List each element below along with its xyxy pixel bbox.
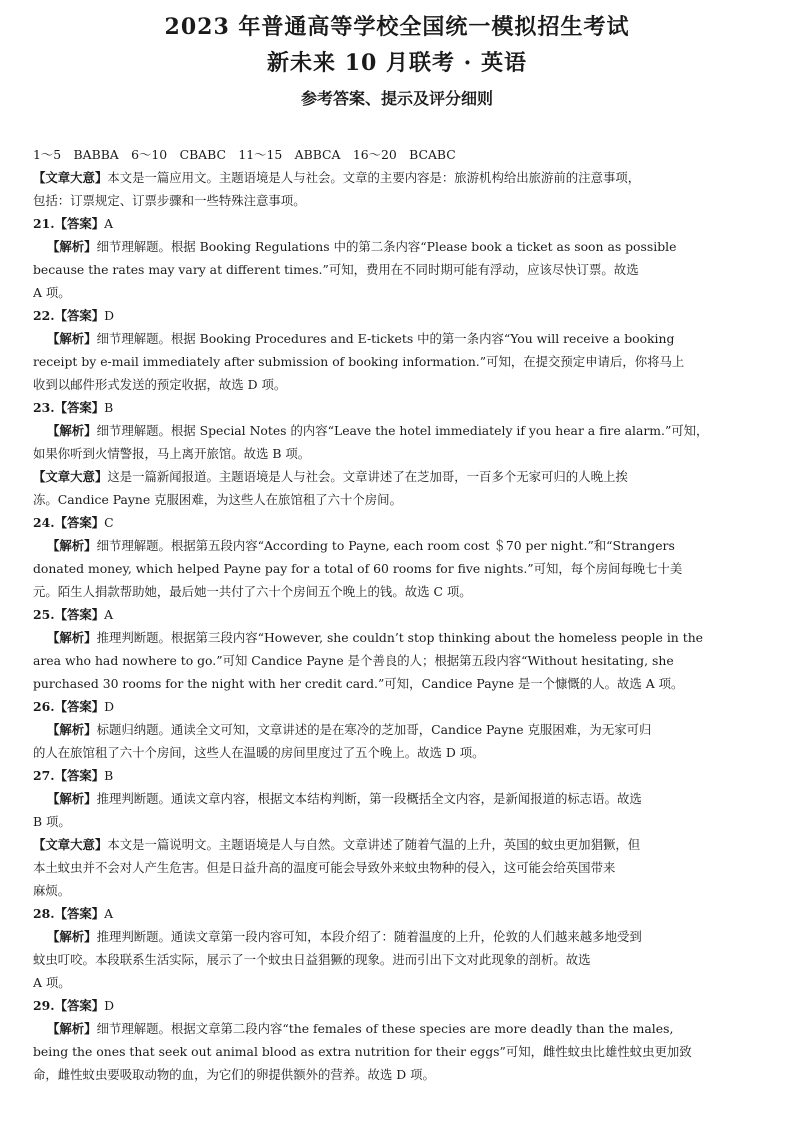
summary-label: 【文章大意】 [33,170,108,185]
answer-label: 【答案】 [54,998,105,1013]
analysis-line [33,971,758,994]
summary-text: 麻烦。 [33,883,71,898]
analysis-text: 推理判断题。通读文章内容，根据文本结构判断，第一段概括全文内容，是新闻报道的标志语。故选 [96,791,642,806]
analysis-text: 推理判断题。根据第三段内容“However, she couldn’t stop thinking about the homeless people in the [96,630,704,645]
answer-key-heading: 参考答案、提示及评分细则 [300,89,493,108]
analysis-line [33,235,758,258]
analysis-label: 【解析】 [47,630,97,645]
analysis-line [33,281,758,304]
answer-line [33,304,758,327]
analysis-line [33,787,758,810]
analysis-line [33,741,758,764]
answer-label: 【答案】 [54,906,105,921]
analysis-line [33,350,758,373]
summary-text: 冻。Candice Payne 克服困难，为这些人在旅馆租了六十个房间。 [33,492,402,507]
analysis-text: 如果你听到火情警报，马上离开旅馆。故选 B 项。 [33,446,311,461]
analysis-text: 元。陌生人捐款帮助她，最后她一共付了六十个房间五个晚上的钱。故选 C 项。 [33,584,472,599]
answer-line [33,511,758,534]
summary-text: 本文是一篇应用文。主题语境是人与社会。文章的主要内容是：旅游机构给出旅游前的注意事项， [107,170,641,185]
answer-label: 【答案】 [54,216,105,231]
answer-label: 【答案】 [54,400,105,415]
summary-line [33,856,758,879]
analysis-text: 细节理解题。根据 Special Notes 的内容“Leave the hotel immediately if you hear a fire alarm.”可知， [96,423,709,438]
question-number: 29. [33,998,55,1013]
analysis-line [33,580,758,603]
analysis-line [33,373,758,396]
answer-value: D [104,308,115,323]
question-number: 21. [33,216,55,231]
analysis-text: 命，雌性蚊虫要吸取动物的血，为它们的卵提供额外的营养。故选 D 项。 [33,1067,435,1082]
summary-line [33,189,758,212]
analysis-line [33,626,758,649]
analysis-text: 收到以邮件形式发送的预定收据，故选 D 项。 [33,377,287,392]
analysis-label: 【解析】 [47,791,97,806]
analysis-text: 推理判断题。通读文章第一段内容可知，本段介绍了：随着温度的上升，伦敦的人们越来越多地受到 [96,929,642,944]
analysis-text: 细节理解题。根据第五段内容“According to Payne, each room cost ＄70 per night.”和“Strangers [96,538,675,553]
summary-label: 【文章大意】 [33,837,108,852]
exam-subtitle: 新未来 10 月联考 · 英语 [267,50,527,76]
analysis-line [33,327,758,350]
answer-value: B [104,768,114,783]
analysis-line [33,649,758,672]
analysis-line [33,1040,758,1063]
answer-label: 【答案】 [54,308,105,323]
analysis-text: 的人在旅馆租了六十个房间，这些人在温暖的房间里度过了五个晚上。故选 D 项。 [33,745,485,760]
analysis-text: 细节理解题。根据文章第二段内容“the females of these species are more deadly than the males, [96,1021,674,1036]
analysis-text: receipt by e-mail immediately after submission of booking information.”可知，在提交预定申请后，你将马上 [33,354,685,369]
analysis-text: A 项。 [33,975,71,990]
answer-value: A [104,216,114,231]
analysis-line [33,419,758,442]
answer-content [33,143,758,1086]
analysis-label: 【解析】 [47,423,97,438]
analysis-text: B 项。 [33,814,71,829]
analysis-text: A 项。 [33,285,71,300]
answer-value: A [104,607,114,622]
answer-line [33,994,758,1017]
answer-label: 【答案】 [54,607,105,622]
analysis-label: 【解析】 [47,538,97,553]
passages [33,166,758,1086]
analysis-line [33,442,758,465]
question-number: 24. [33,515,55,530]
answer-line [33,396,758,419]
summary-line [33,166,758,189]
analysis-line [33,258,758,281]
analysis-label: 【解析】 [47,722,97,737]
answer-line [33,902,758,925]
analysis-line [33,810,758,833]
analysis-label: 【解析】 [47,331,97,346]
analysis-label: 【解析】 [47,1021,97,1036]
question-number: 27. [33,768,55,783]
question-number: 25. [33,607,55,622]
analysis-text: 细节理解题。根据 Booking Regulations 中的第二条内容“Please book a ticket as soon as possible [96,239,677,254]
analysis-line [33,557,758,580]
analysis-line [33,925,758,948]
summary-line [33,465,758,488]
answer-label: 【答案】 [54,699,105,714]
summary-text: 本土蚊虫并不会对人产生危害。但是日益升高的温度可能会导致外来蚊虫物种的侵入，这可能会给英国带来 [33,860,616,875]
answer-line [33,695,758,718]
answer-value: D [104,998,115,1013]
analysis-line [33,718,758,741]
answer-label: 【答案】 [54,768,105,783]
question-number: 28. [33,906,55,921]
question-number: 22. [33,308,55,323]
analysis-text: 蚊虫叮咬。本段联系生活实际，展示了一个蚊虫日益猖獗的现象。进而引出下文对此现象的剖析。故选 [33,952,591,967]
summary-line [33,833,758,856]
analysis-line [33,534,758,557]
analysis-label: 【解析】 [47,929,97,944]
analysis-line [33,1017,758,1040]
analysis-text: area who had nowhere to go.”可知 Candice Payne 是个善良的人；根据第五段内容“Without hesitating, she [33,653,674,668]
analysis-line [33,948,758,971]
summary-text: 本文是一篇说明文。主题语境是人与自然。文章讲述了随着气温的上升，英国的蚊虫更加猖獗，但 [107,837,641,852]
answer-line [33,764,758,787]
analysis-text: being the ones that seek out animal blood as extra nutrition for their eggs”可知，雌性蚊虫比雄性蚊虫更加致 [33,1044,692,1059]
analysis-text: because the rates may vary at different times.”可知，费用在不同时期可能有浮动，应该尽快订票。故选 [33,262,639,277]
answer-value: D [104,699,115,714]
summary-text: 包括：订票规定、订票步骤和一些特殊注意事项。 [33,193,306,208]
exam-title: 2023 年普通高等学校全国统一模拟招生考试 [164,14,630,40]
analysis-line [33,1063,758,1086]
analysis-text: purchased 30 rooms for the night with her credit card.”可知，Candice Payne 是一个慷慨的人。故选 A 项。 [33,676,684,691]
question-number: 26. [33,699,55,714]
summary-label: 【文章大意】 [33,469,108,484]
answer-line [33,212,758,235]
analysis-text: 细节理解题。根据 Booking Procedures and E-tickets 中的第一条内容“You will receive a booking [96,331,675,346]
analysis-text: donated money, which helped Payne pay for a total of 60 rooms for five nights.”可知，每个房间每晚七十美 [33,561,683,576]
answer-value: A [104,906,114,921]
answer-value: C [104,515,114,530]
question-number: 23. [33,400,55,415]
analysis-line [33,672,758,695]
answer-line [33,603,758,626]
answer-label: 【答案】 [54,515,105,530]
multiple-choice-answers: 1～5 BABBA 6～10 CBABC 11～15 ABBCA 16～20 BCABC [33,147,456,162]
answer-value: B [104,400,114,415]
summary-line [33,879,758,902]
summary-text: 这是一篇新闻报道。主题语境是人与社会。文章讲述了在芝加哥，一百多个无家可归的人晚上挨 [107,469,628,484]
analysis-text: 标题归纳题。通读全文可知，文章讲述的是在寒冷的芝加哥，Candice Payne 克服困难，为无家可归 [96,722,652,737]
analysis-label: 【解析】 [47,239,97,254]
summary-line [33,488,758,511]
